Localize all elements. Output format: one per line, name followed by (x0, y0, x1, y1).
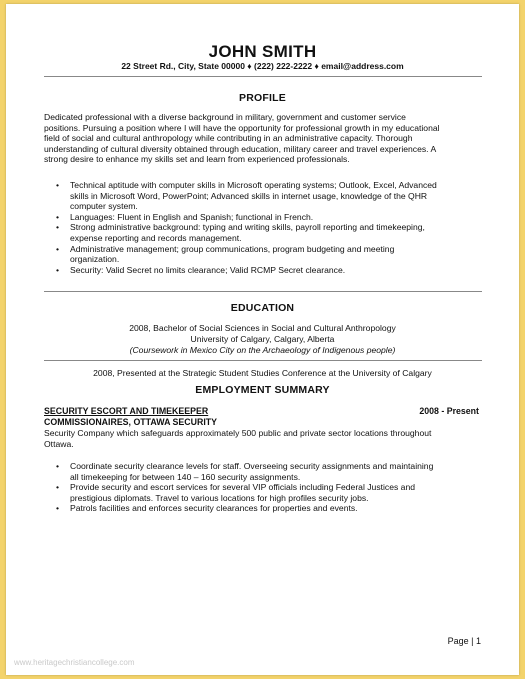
list-item-line: Security: Valid Secret no limits clearance; Valid RCMP Secret clearance. (70, 264, 346, 275)
bullet-icon: • (56, 461, 60, 471)
employment-heading: EMPLOYMENT SUMMARY (195, 384, 330, 396)
list-item-line: all timekeeping for between 140 – 160 security assignments. (70, 471, 301, 482)
summary-line: Dedicated professional with a diverse background in military, government and customer service (44, 112, 406, 122)
list-item-line: Coordinate security clearance levels for staff. Overseeing security assignments and maintaining (70, 461, 434, 471)
profile-skills-list (44, 180, 484, 275)
list-item (44, 212, 484, 223)
description-line: Security Company which safeguards approximately 500 public and private sector locations throughout (44, 428, 432, 438)
list-item (44, 180, 484, 212)
summary-line: field of social and cultural anthropology while contributing in an administrative capacity. Thorough (44, 133, 413, 144)
list-item (44, 265, 484, 276)
list-item-line: Languages: Fluent in English and Spanish; functional in French. (70, 211, 314, 222)
bullet-icon: • (56, 222, 60, 233)
list-item (44, 222, 484, 243)
company-description (44, 428, 486, 449)
list-item-line: Patrols facilities and enforces security clearances for properties and events. (70, 503, 358, 514)
bullet-icon: • (56, 243, 60, 254)
bullet-icon: • (56, 211, 60, 222)
divider (44, 291, 482, 292)
list-item-line: prestigious diplomats. Travel to various locations for high profiles security jobs. (70, 492, 369, 503)
bullet-icon: • (56, 482, 60, 493)
contact-line: 22 Street Rd., City, State 00000 ♦ (222) 222-2222 ♦ email@address.com (121, 61, 404, 71)
list-item (44, 461, 484, 482)
list-item-line: Strong administrative background: typing and writing skills, payroll reporting and timekeeping, (70, 222, 425, 233)
list-item-line: organization. (70, 254, 120, 265)
divider (44, 76, 482, 77)
bullet-icon: • (56, 264, 60, 275)
list-item (44, 503, 484, 514)
summary-line: positions. Pursuing a position where I will have the opportunity for professional growth in my educational (44, 122, 440, 133)
profile-summary (44, 112, 486, 165)
watermark: www.heritagechristiancollege.com (14, 658, 135, 667)
resume-page (6, 4, 519, 675)
page-number: Page | 1 (447, 636, 481, 646)
list-item-line: Provide security and escort services for several VIP officials including Federal Justices and (70, 482, 416, 493)
list-item-line: expense reporting and records management. (70, 232, 242, 243)
description-line: Ottawa. (44, 438, 74, 449)
list-item-line: skills in Microsoft Word, PowerPoint; Advanced skills in internet usage, knowledge of the QHR (70, 190, 428, 201)
divider (44, 360, 482, 361)
bullet-icon: • (56, 180, 60, 190)
job-dates: 2008 - Present (419, 406, 479, 416)
list-item (44, 244, 484, 265)
list-item-line: Technical aptitude with computer skills in Microsoft operating systems; Outlook, Excel, Advanced (70, 180, 437, 190)
list-item (44, 482, 484, 503)
job-title: SECURITY ESCORT AND TIMEKEEPER (44, 406, 209, 416)
profile-heading: PROFILE (239, 92, 286, 104)
company-name: COMMISSIONAIRES, OTTAWA SECURITY (44, 417, 218, 427)
bullet-icon: • (56, 503, 60, 514)
coursework-line: (Coursework in Mexico City on the Archaeology of Indigenous people) (129, 345, 396, 355)
education-heading: EDUCATION (230, 302, 295, 314)
school-line: University of Calgary, Calgary, Alberta (190, 334, 335, 344)
degree-line: 2008, Bachelor of Social Sciences in Social and Cultural Anthropology (129, 323, 396, 333)
list-item-line: Administrative management; group communications, program budgeting and meeting (70, 243, 395, 254)
candidate-name: JOHN SMITH (208, 42, 317, 61)
summary-line: understanding of cultural diversity obtained through education, military career and travel experiences. A (44, 143, 437, 154)
presentation-line: 2008, Presented at the Strategic Student Studies Conference at the University of Calgary (93, 368, 432, 378)
list-item-line: computer system. (70, 201, 138, 212)
summary-line: strong desire to enhance my skills set and learn from experienced professionals. (44, 154, 350, 165)
job-duties-list (44, 461, 484, 514)
